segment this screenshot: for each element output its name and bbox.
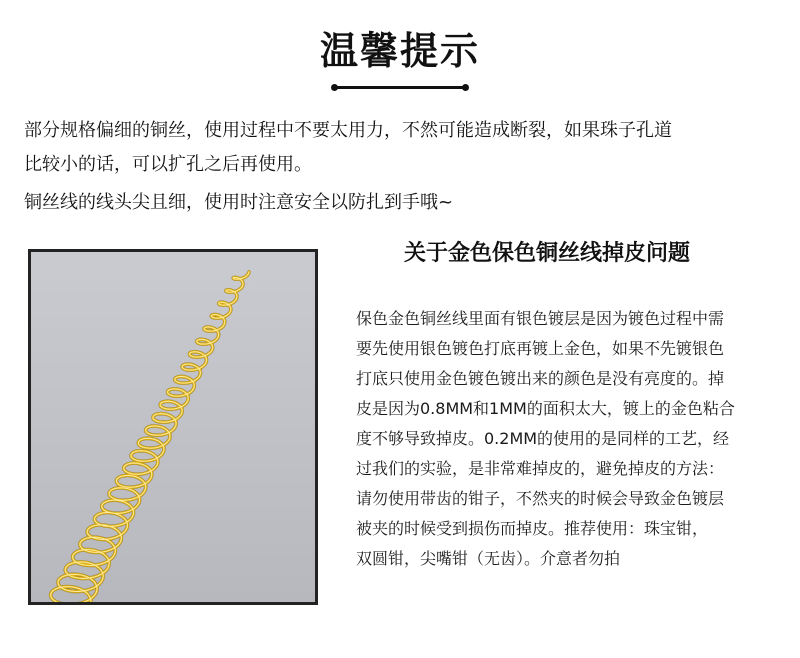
wire-coil-shadow <box>51 272 249 602</box>
gold-copper-wire-coil-photo <box>28 249 318 605</box>
body-line-6: 过我们的实验，是非常难掉皮的，避免掉皮的方法： <box>356 459 725 478</box>
body-line-9: 双圆钳，尖嘴钳（无齿）。介意者勿拍 <box>356 549 621 568</box>
title-underline-divider <box>334 86 466 89</box>
body-line-1: 保色金色铜丝线里面有银色镀层是因为镀色过程中需 <box>356 309 725 328</box>
body-line-3: 打底只使用金色镀色镀出来的颜色是没有亮度的。掉 <box>356 369 725 388</box>
intro-line-1: 部分规格偏细的铜丝，使用过程中不要太用力，不然可能造成断裂，如果珠子孔道 <box>24 120 672 141</box>
body-line-8: 被夹的时候受到损伤而掉皮。推荐使用：珠宝钳， <box>356 519 709 538</box>
section-title: 关于金色保色铜丝线掉皮问题 <box>404 241 691 266</box>
section-body <box>356 306 786 576</box>
page-title: 温馨提示 <box>319 29 480 73</box>
intro-line-3: 铜丝线的线头尖且细，使用时注意安全以防扎到手哦~ <box>24 192 454 213</box>
wire-coil-illustration <box>31 252 315 602</box>
body-line-7: 请勿使用带齿的钳子，不然夹的时候会导致金色镀层 <box>356 489 725 508</box>
intro-line-2: 比较小的话，可以扩孔之后再使用。 <box>24 154 312 175</box>
body-line-4: 皮是因为0.8MM和1MM的面积太大，镀上的金色粘合 <box>356 399 735 418</box>
body-line-2: 要先使用银色镀色打底再镀上金色，如果不先镀银色 <box>356 339 725 358</box>
body-line-5: 度不够导致掉皮。0.2MM的使用的是同样的工艺，经 <box>356 429 730 448</box>
